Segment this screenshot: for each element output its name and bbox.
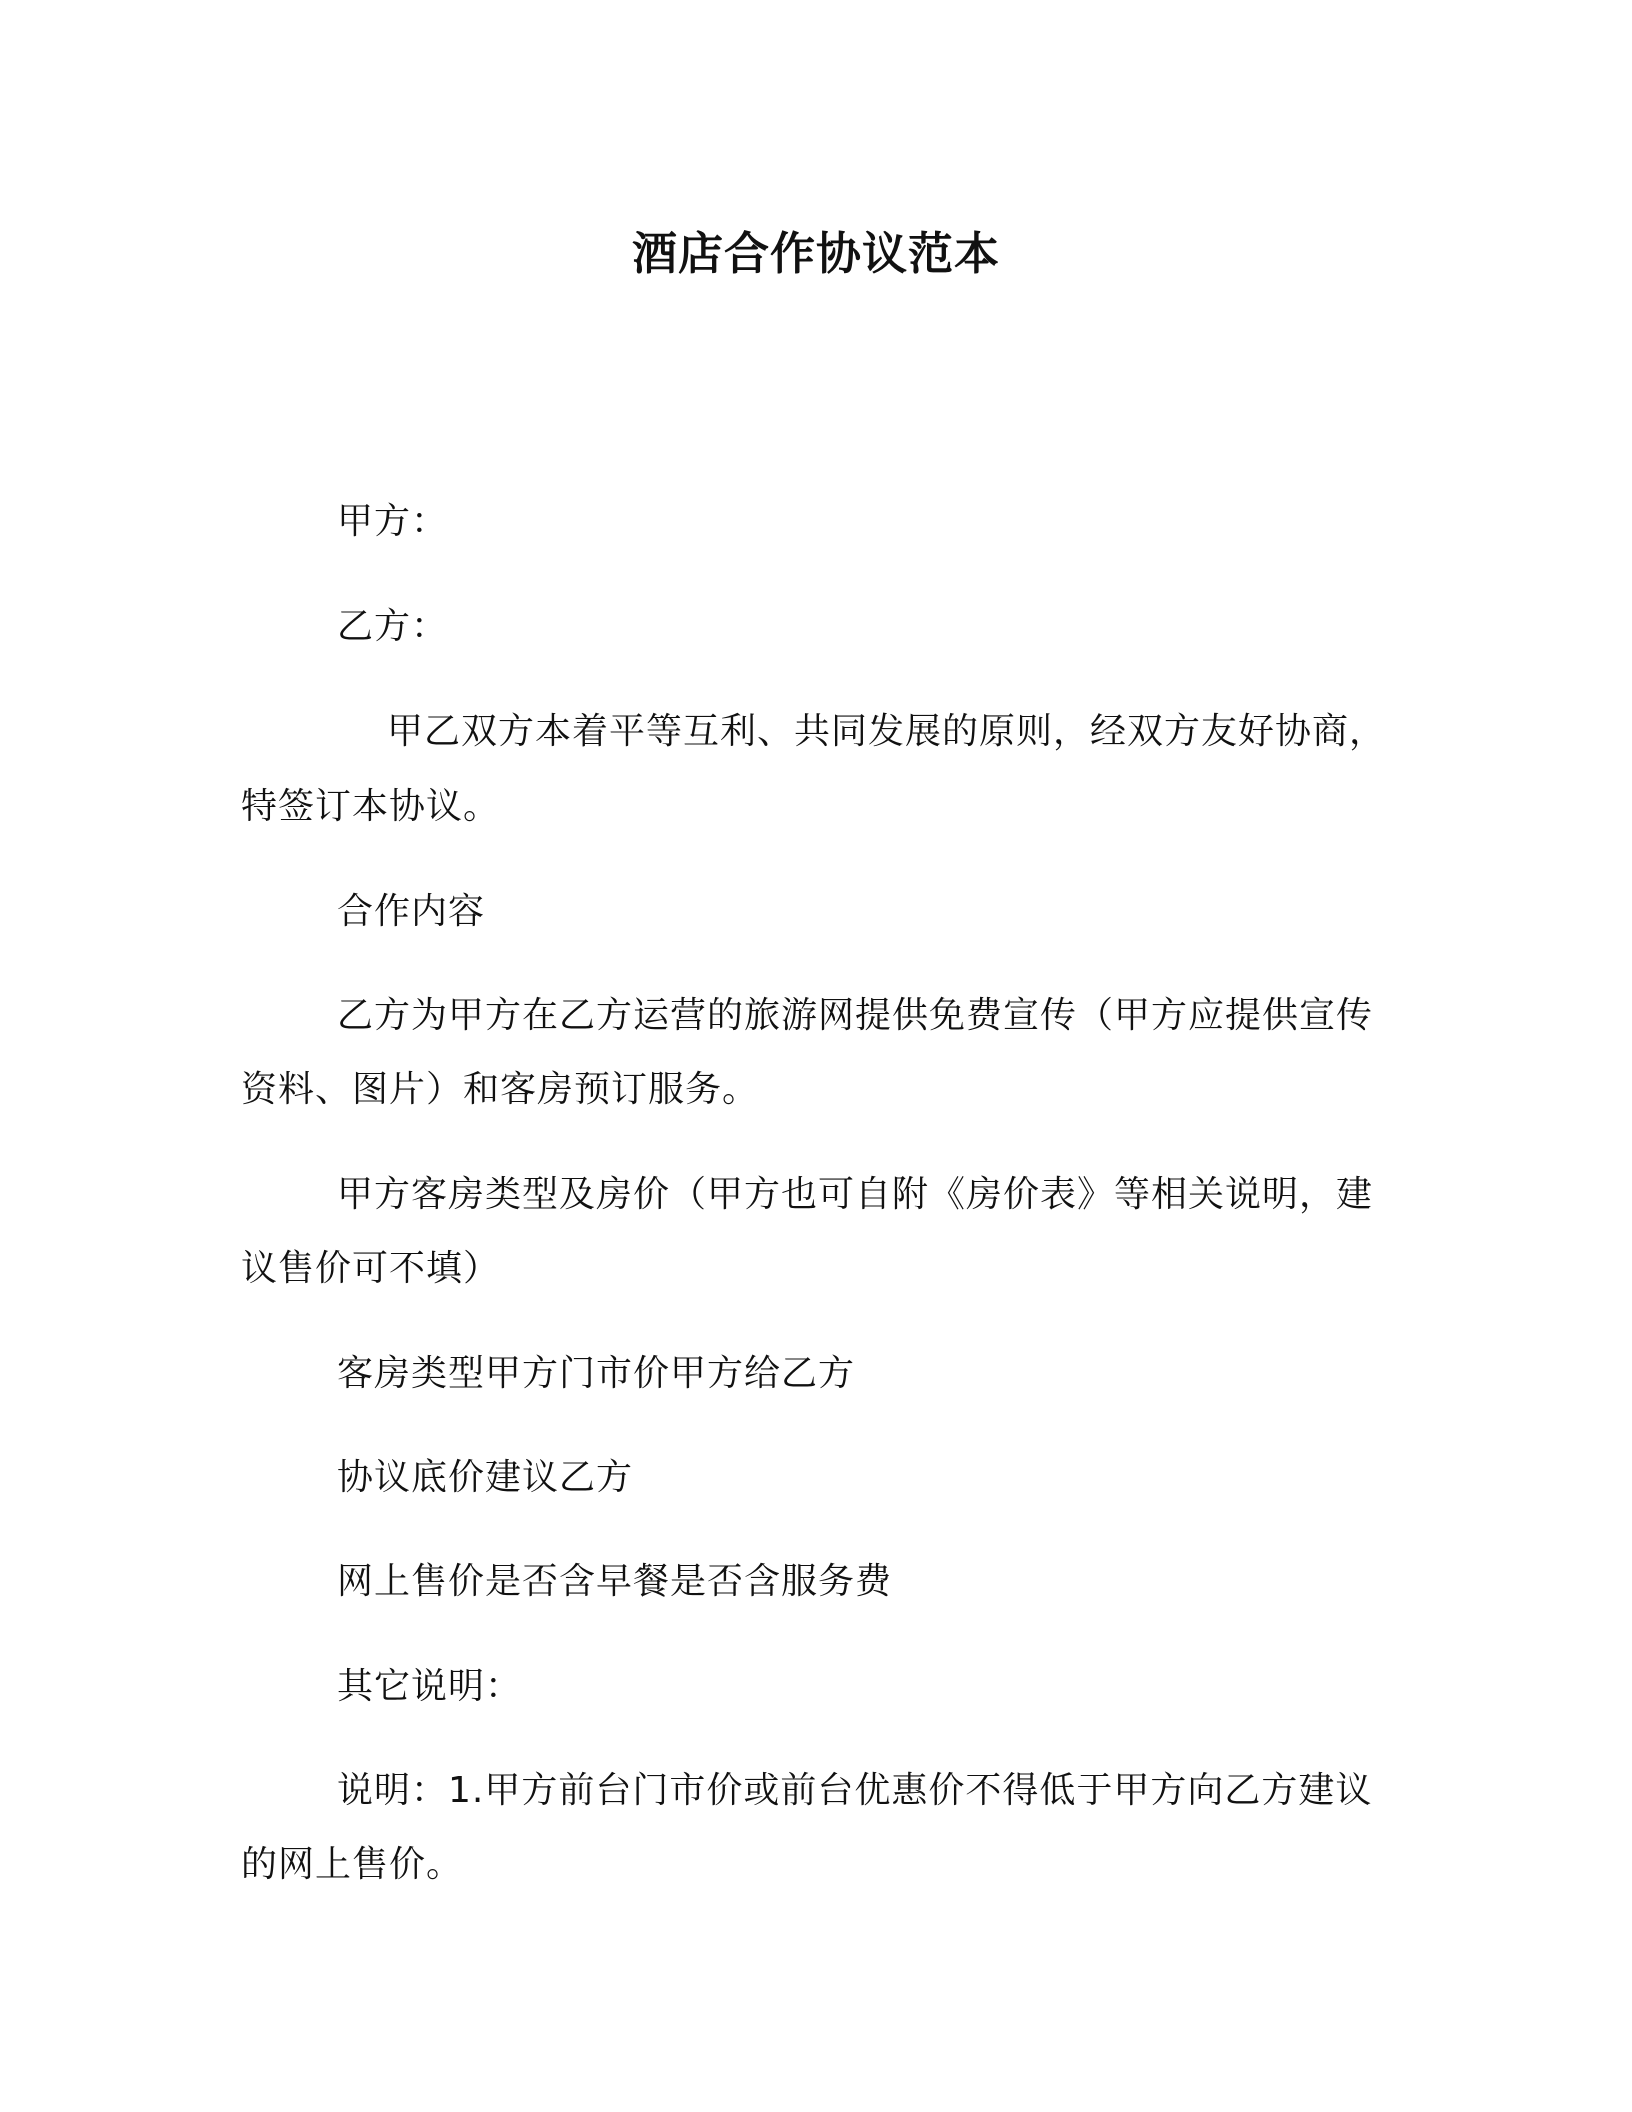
document-title: 酒店合作协议范本 (631, 227, 1000, 280)
table-header-line3: 网上售价是否含早餐是否含服务费 (337, 1561, 893, 1602)
service-paragraph-line1: 乙方为甲方在乙方运营的旅游网提供免费宣传（甲方应提供宣传 (337, 995, 1374, 1036)
section-cooperation-heading: 合作内容 (337, 891, 486, 932)
service-paragraph-line2: 资料、图片）和客房预订服务。 (241, 1069, 760, 1110)
room-types-paragraph-line2: 议售价可不填） (241, 1248, 501, 1289)
party-b-label: 乙方： (337, 606, 449, 647)
table-header-line2: 协议底价建议乙方 (337, 1457, 634, 1498)
intro-paragraph-line2: 特签订本协议。 (241, 786, 501, 827)
party-a-label: 甲方： (337, 501, 449, 542)
note1-line2: 的网上售价。 (241, 1844, 464, 1885)
table-header-line1: 客房类型甲方门市价甲方给乙方 (337, 1353, 856, 1394)
other-notes-heading: 其它说明： (337, 1666, 523, 1707)
room-types-paragraph-line1: 甲方客房类型及房价（甲方也可自附《房价表》等相关说明，建 (337, 1174, 1374, 1215)
intro-paragraph-line1: 甲乙双方本着平等互利、共同发展的原则，经双方友好协商， (387, 711, 1387, 752)
note1-line1: 说明：1.甲方前台门市价或前台优惠价不得低于甲方向乙方建议 (337, 1770, 1373, 1811)
